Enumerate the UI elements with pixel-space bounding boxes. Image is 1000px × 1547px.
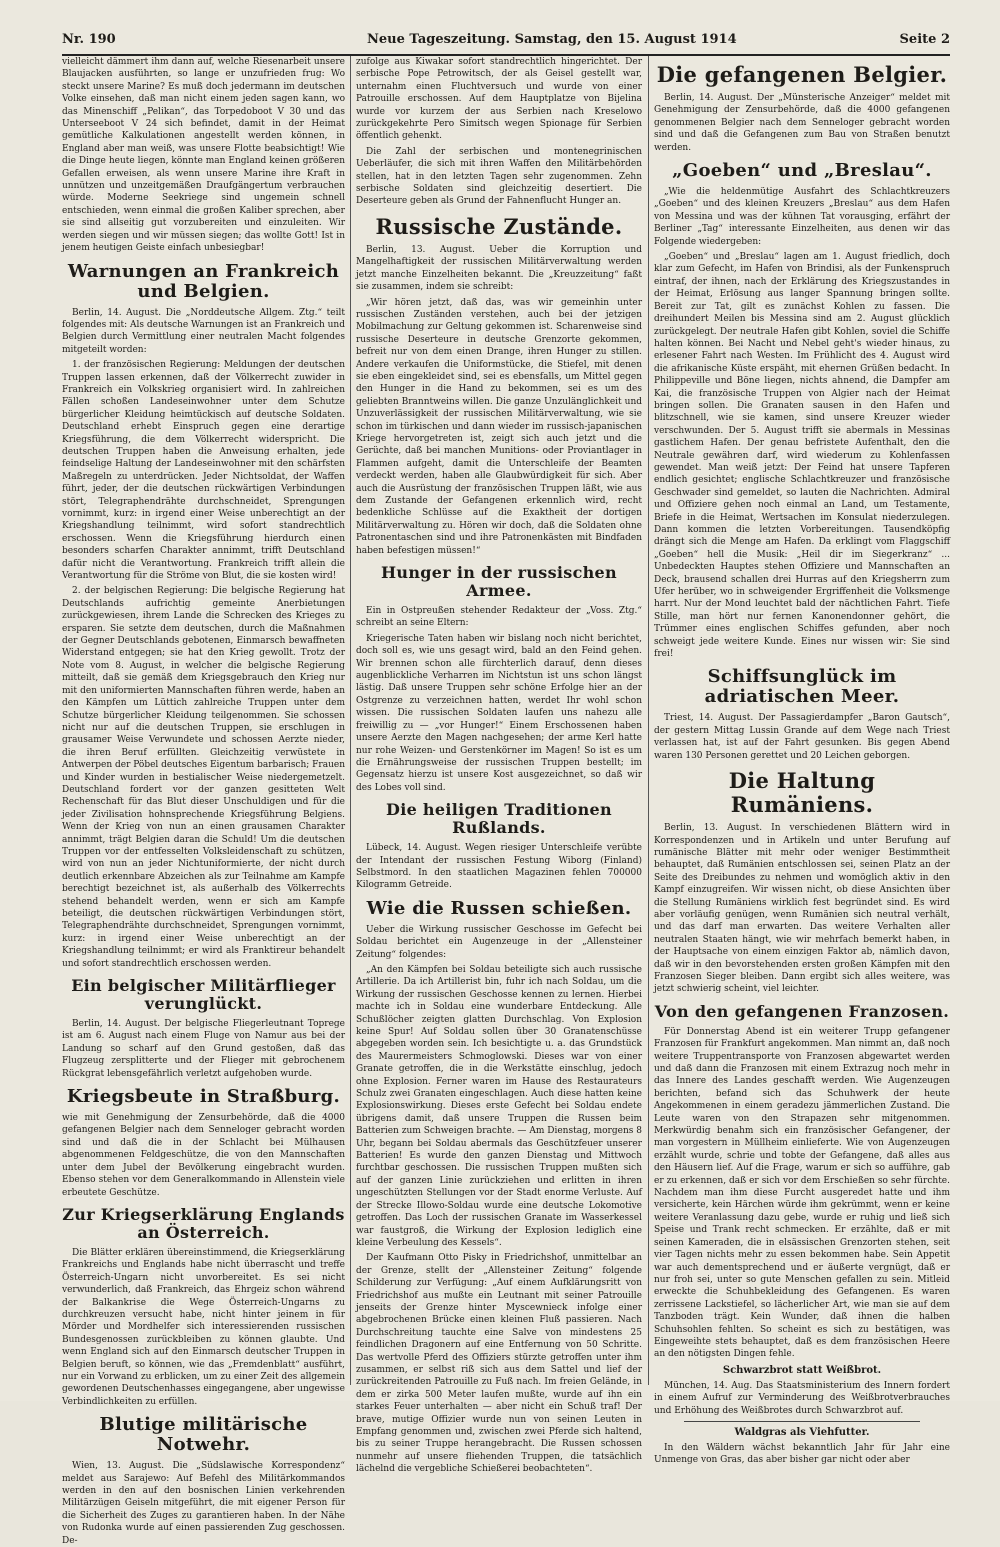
headline-schiessen: Wie die Russen schießen. xyxy=(366,897,632,919)
article-paragraph: Der Kaufmann Otto Pisky in Friedrichshof, unmittelbar an der Grenze, stellt der „Allensteiner Zeitung“ folgende Schilderung zur Verfügung: „Auf einem Aufklärungsritt von Friedrichshof aus mußte ein Leutnant mit seiner Patrouille jenseits der Grenze hinter Myscewnieck infolge einer abgebrochenen Brücke einen kleinen Fluß passieren. Nach Durchschreitung tauchte eine Salve von mindestens 25 feindlichen Dragonern auf eine Entfernung von 50 Schritte. Das wertvolle Pferd des Offiziers stürzte getroffen unter ihm zusammen, er selbst riß sich aus dem Sattel und lief der zurückreitenden Patrouille zu Fuß nach. Im freien Gelände, in dem er zirka 500 Meter laufen mußte, wurde auf ihn ein starkes Feuer unterhalten — aber nicht ein Schuß traf! Der brave, mutige Offizier wurde nun von seinen Leuten in Empfang genommen und, zwischen zwei Pferde sich haltend, bis zu seiner Truppe herangebracht. Die Russen schossen nunmehr auf unsere fliehenden Truppen, die tatsächlich lächelnd die vergebliche Schießerei beobachteten“. xyxy=(356,1253,642,1475)
article-paragraph: Berlin, 14. August. Die „Norddeutsche Allgem. Ztg.“ teilt folgendes mit: Als deutsche Warnungen ist an Frankreich und Belgien durch Vermittlung einer neutralen Macht folgendes mitgeteilt worden: xyxy=(62,307,345,355)
headline-traditionen: Die heiligen Traditionen Rußlands. xyxy=(386,800,612,838)
article-paragraph: Berlin, 13. August. In verschiedenen Blättern wird in Korrespondenzen und in Artikeln und unter Berufung auf rumänische Blätter mit mehr oder weniger Bestimmtheit behauptet, daß Rumänien entschlossen sei, seinen Platz an der Seite des Dreibundes zu nehmen und womöglich aktiv in den Kampf einzugreifen. Wir wissen nicht, ob diese Ansichten über die Stellung Rumäniens wirklich fest begründet sind. Es wird aber vorläufig genügen, wenn Rumänien sich neutral verhält, und das darf man erwarten. Das weitere Verhalten aller neutralen Staaten hängt, wie wir mehrfach bemerkt haben, in der Hauptsache von einem einzigen Faktor ab, nämlich davon, daß wir in den bevorstehenden ersten großen Kämpfen mit den Franzosen Sieger bleiben. Dann ergibt sich alles weitere, was jetzt schwierig scheint, viel leichter. xyxy=(654,823,950,995)
article-paragraph: „Wie die heldenmütige Ausfahrt des Schlachtkreuzers „Goeben“ und des kleinen Kreuzers „Breslau“ aus dem Hafen von Messina und was der kühnen Tat vorausging, erfährt der Berliner „Tag“ interessante Einzelheiten, aus denen wir das Folgende wiedergeben: xyxy=(654,187,950,247)
article-paragraph: Kriegerische Taten haben wir bislang noch nicht berichtet, doch soll es, wie uns gesagt wird, bald an den Feind gehen. Wir brennen schon alle fürchterlich darauf, denn dieses augenblickliche Verharren im Nichtstun ist uns schon längst lästig. Daß unsere Truppen sehr schöne Erfolge hier an der Ostgrenze zu verzeichnen hatten, werdet Ihr wohl schon wissen. Die russischen Soldaten laufen uns nahezu alle freiwillig zu — „vor Hunger!“ Einem Erschossenen haben unsere Aerzte den Magen nachgesehen; der arme Kerl hatte nur rohe Weizen- und Gerstenkörner im Magen! So ist es um die Ernährungsweise der russischen Truppen bestellt; im Gegensatz hierzu ist unsere Kost ausgezeichnet, so daß wir des Lobes voll sind. xyxy=(356,633,642,793)
headline-kriegsbeute: Kriegsbeute in Straßburg. xyxy=(66,1086,341,1108)
article-paragraph: Wien, 13. August. Die „Südslawische Korrespondenz“ meldet aus Sarajewo: Auf Befehl des Militärkommandos werden in den auf den bosnischen Linien verkehrenden Militärzügen Geiseln mitgeführt, die mit eigener Person für die Sicherheit des Zuges zu garantieren haben. In der Nähe von Rudonka wurde auf einen passierenden Zug geschossen. De- xyxy=(62,1461,345,1546)
headline-notwehr: Blutige militärische Notwehr. xyxy=(99,1414,308,1456)
article-paragraph: Berlin, 14. August. Der belgische Fliegerleutnant Toprege ist am 6. August nach einem Fluge von Namur aus bei der Landung so scharf auf den Grund gestoßen, daß das Flugzeug zersplitterte und der Flieger mit gebrochenem Rückgrat lebensgefährlich verletzt aufgehoben wurde. xyxy=(62,1019,345,1079)
headline-rumaenien: Die Haltung Rumäniens. xyxy=(728,768,876,818)
section-divider xyxy=(684,1421,920,1422)
article-paragraph: Die Blätter erklären übereinstimmend, die Kriegserklärung Frankreichs und Englands habe nicht überrascht und treffe Österreich-Ungarn nicht unvorbereitet. Es sei nicht verwunderlich, daß Frankreich, das Ehrgeiz schon während der Balkankrise die Wege Österreich-Ungarns zu durchkreuzen versucht habe, nicht hinter jeinem in für Mörder und Mordhelfer sich interessierenden russischen Bundesgenossen zurückbleiben zu können glaubte. Und wenn England sich auf den Einmarsch deutscher Truppen in Belgien beruft, so können, wie das „Fremdenblatt“ ausführt, nur ein Vorwand zu erblicken, um zu einer Zeit des allgemein gewordenen Deutschenhasses eingegangene, aber ungewisse Verbindlichkeiten zu erfüllen. xyxy=(62,1247,345,1407)
article-paragraph: München, 14. Aug. Das Staatsministerium des Innern fordert in einem Aufruf zur Verminderung des Weißbrotverbrauches und Erhöhung des Weißbrotes durch Schwarzbrot auf. xyxy=(654,1380,950,1416)
headline-hunger: Hunger in der russischen Armee. xyxy=(381,563,617,601)
article-continuation: zufolge aus Kiwakar sofort standrechtlich hingerichtet. Der serbische Pope Petrowitsch, der als Geisel gestellt war, unternahm einen Fluchtversuch und wurde von einer Patrouille erschossen. Auf dem Hauptplatze von Bijelina wurde vor kurzem der aus Serbien nach Kreselowo zurückgekehrte Pero Simitsch wegen Spionage für Serbien öffentlich gehenkt. xyxy=(356,57,642,142)
article-paragraph: Berlin, 14. August. Der „Münsterische Anzeiger“ meldet mit Genehmigung der Zensurbehörde, daß die 4000 gefangenen genommenen Belgier nach dem Senneloger gebracht worden sind und daß die Gefangenen zum Bau von Straßen benutzt werden. xyxy=(654,93,950,153)
issue-number: Nr. 190 xyxy=(62,32,116,47)
article-paragraph: wie mit Genehmigung der Zensurbehörde, daß die 4000 gefangenen Belgier nach dem Senneloger gebracht worden sind und daß die in der Schlacht bei Mülhausen abgenommenen Feldgeschütze, die von den Mannschaften unter dem Jubel der Bevölkerung eingebracht wurden. Ebenso stehen vor dem Generalkommando in Allenstein viele erbeutete Geschütze. xyxy=(62,1113,345,1198)
page-number: Seite 2 xyxy=(899,32,950,47)
article-paragraph: Ueber die Wirkung russischer Geschosse im Gefecht bei Soldau berichtet ein Augenzeuge in der „Allensteiner Zeitung“ folgendes: xyxy=(356,924,642,960)
headline-kriegserklaerung: Zur Kriegserklärung Englands an Österreich. xyxy=(62,1204,345,1242)
headline-schiffsunglueck: Schiffsunglück im adriatischen Meer. xyxy=(704,666,900,708)
article-paragraph: Lübeck, 14. August. Wegen riesiger Unterschleife verübte der Intendant der russischen Festung Wiborg (Finland) Selbstmord. In den staatlichen Magazinen fehlen 700000 Kilogramm Getreide. xyxy=(356,843,642,891)
subheadline-schwarzbrot: Schwarzbrot statt Weißbrot. xyxy=(722,1364,882,1376)
article-paragraph: Ein in Ostpreußen stehender Redakteur der „Voss. Ztg.“ schreibt an seine Eltern: xyxy=(356,606,642,629)
column-divider xyxy=(350,56,351,1385)
article-paragraph: Die Zahl der serbischen und montenegrinischen Ueberläufer, die sich mit ihren Waffen den Militärbehörden stellen, hat in den letzten Tagen sehr zugenommen. Zehn serbische Soldaten sind gleichzeitig desertiert. Die Deserteure geben als Grund der Fahnenflucht Hunger an. xyxy=(356,146,642,207)
headline-franzosen: Von den gefangenen Franzosen. xyxy=(654,1001,950,1021)
headline-goeben: „Goeben“ und „Breslau“. xyxy=(672,160,932,182)
headline-flieger: Ein belgischer Militärflieger verunglückt. xyxy=(71,976,336,1014)
article-paragraph: Für Donnerstag Abend ist ein weiterer Trupp gefangener Franzosen für Frankfurt angekommen. Man nimmt an, daß noch weitere Truppentransporte von Franzosen abgewartet werden und daß dann die Franzosen mit einem Extrazug noch mehr in das Innere des Landes geschafft werden. Wie Augenzeugen berichten, befand sich das Schuhwerk der heute Angekommenen in einem geradezu jämmerlichen Zustand. Die Leute waren von den Strapazen sehr mitgenommen. Merkwürdig benahm sich ein französischer Gefangener, der man vorgestern in Müllheim einlieferte. Wie von Augenzeugen erzählt wurde, schrie und tobte der Gefangene, daß alles aus den Häusern lief. Auf die Frage, warum er sich so aufführe, gab er zu erkennen, daß er sich vor dem Erschießen so sehr fürchte. Nachdem man ihm diese Furcht ausgeredet hatte und ihm versicherte, kein Härchen würde ihm gekrümmt, wenn er keine weitere Veranlassung dazu gebe, wurde er ruhig und ließ sich Speise und Trank recht schmecken. Er erzählte, daß er mit seinen Kameraden, die in elsässischen Grenzorten stehen, seit vier Tagen nichts mehr zu essen bekommen habe. Sein Appetit war auch dementsprechend und er äußerte vergnügt, daß er nur froh sei, unter so gute Menschen gefallen zu sein. Mitleid erweckte die Schuhbekleidung des Gefangenen. Es waren zerrissene Lackstiefel, so lächerlicher Art, wie man sie auf dem Tanzboden trägt. Kein Wunder, daß ihnen die halben Schuhsohlen fehlten. So scheint es sich zu bestätigen, was Eingeweihte stets behauptet, daß es dem französischen Heere an den nötigsten Dingen fehle. xyxy=(654,1026,950,1360)
article-paragraph: 2. der belgischen Regierung: Die belgische Regierung hat Deutschlands aufrichtig gemeinte Anerbietungen zurückgewiesen, ihrem Lande die Schrecken des Krieges zu ersparen. Sie setzte dem deutschen, durch die Maßnahmen der Gegner Deutschlands gebotenen, Einmarsch bewaffneten Widerstand entgegen; sie hat den Krieg gewollt. Trotz der Note vom 8. August, in welcher die belgische Regierung mitteilt, daß sie gemäß dem Kriegsgebrauch den Krieg nur mit den uniformierten Mannschaften führen werde, haben an den Kämpfen um Lüttich zahlreiche Truppen unter dem Schutze bürgerlicher Kleidung teilgenommen. Sie schossen nicht nur auf die deutschen Truppen, sie erschlugen in grausamer Weise Verwundete und schossen Aerzte nieder, die ihren Beruf erfüllten. Gleichzeitig verwüstete in Antwerpen der Pöbel deutsches Eigentum barbarisch; Frauen und Kinder wurden in bestialischer Weise niedergemetzelt. Deutschland fordert vor der ganzen gesitteten Welt Rechenschaft für das Blut dieser Unschuldigen und für die jeder Zivilisation hohnsprechende Kriegsführung Belgiens. Wenn der Krieg von nun an einen grausamen Charakter annimmt, trägt Belgien daran die Schuld! Um die deutschen Truppen vor der entfesselten Volksleidenschaft zu schützen, wird von nun an jeder Nichtuniformierte, der nicht durch deutlich erkennbare Abzeichen als zur Teilnahme am Kampfe berechtigt bezeichnet ist, als außerhalb des Völkerrechts stehend behandelt werden, wenn er sich am Kampfe beteiligt, die deutschen rückwärtigen Verbindungen stört, Telegraphendrähte durchschneidet, Sprengungen vornimmt, kurz: in irgend einer Weise unberechtigt an der Kriegshandlung teilnimmt; er wird als Franktireur behandelt und sofort standrechtlich erschossen werden. xyxy=(62,586,345,969)
column-right xyxy=(654,56,950,1466)
column-middle xyxy=(356,56,642,1475)
article-paragraph: Triest, 14. August. Der Passagierdampfer „Baron Gautsch“, der gestern Mittag Lussin Grande auf dem Wege nach Triest verlassen hat, ist auf der Fahrt gesunken. Bis gegen Abend waren 130 Personen gerettet und 20 Leichen geborgen. xyxy=(654,713,950,761)
article-continuation: vielleicht dämmert ihm dann auf, welche Riesenarbeit unsere Blaujacken ausführten, so lange er unzufrieden frug: Wo steckt unsere Marine? Es muß doch jedermann im deutschen Volke einsehen, daß man nicht einem jeden sagen kann, wo das Minenschiff „Pelikan“, das Torpedoboot V 30 und das Unterseeboot V 24 sich befindet, damit in der Heimat gemütliche Kalkulationen angestellt werden können, in England aber man weiß, was unsere Flotte beabsichtigt! Wie die Dinge heute liegen, könnte man England keinen größeren Gefallen erweisen, als wenn unsere Marine ihre Kraft in unnützen und unzeitgemäßen Draufgängertum verbrauchen würde. Moderne Seekriege sind ungemein schnell entschieden, wenn einmal die großen Kaliber sprechen, aber sie sind allseitig gut vorzubereiten und einzuleiten. Wir werden siegen und wir müssen siegen; das wollte Gott! Ist in jenem heutigen Geiste einfach unbesiegbar! xyxy=(62,57,345,254)
masthead-date: Neue Tageszeitung. Samstag, den 15. August 1914 xyxy=(367,32,737,47)
article-paragraph: „Goeben“ und „Breslau“ lagen am 1. August friedlich, doch klar zum Gefecht, im Hafen von Brindisi, als der Funkenspruch eintraf, der ihnen, nach der Erklärung des Kriegszustandes in der Heimat, Erlösung aus langer Spannung bringen sollte. Bereit zur Tat, gilt es zunächst Kohlen zu fassen. Die dreihundert Meilen bis Messina sind am 2. August glücklich zurückgelegt. Der neutrale Hafen gibt Kohlen, soviel die Schiffe halten können. Bei Nacht und Nebel geht's wieder hinaus, zu erlesener Fahrt nach Westen. Im Frühlicht des 4. August wird die afrikanische Küste erspäht, mit ehernen Grüßen bedacht. In Philippeville und Böne liegen, nichts ahnend, die Dampfer am Kai, die französische Truppen von Algier nach der Heimat bringen sollen. Die Granaten sausen in den Hafen und blitzschnell, wie sie kamen, sind unsere Kreuzer wieder verschwunden. Der 5. August trifft sie abermals in Messinas gastlichem Hafen. Der genau befristete Aufenthalt, den die Neutrale gewähren darf, wird wiederum zu Kohlenfassen gewendet. Man weiß jetzt: Der Feind hat unsere Tapferen endlich gesichtet; englische Schlachtkreuzer und französische Geschwader sind gemeldet, so lauten die Nachrichten. Admiral und Offiziere gehen noch einmal an Land, um Testamente, Briefe in die Heimat, Wertsachen im Konsulat niederzulegen. Dann kommen die letzten Vorbereitungen. Tausendköpfig drängt sich die Menge am Hafen. Da erklingt vom Flaggschiff „Goeben“ hell die Musik: „Heil dir im Siegerkranz“ ... Unbedeckten Hauptes stehen Offiziere und Mannschaften an Deck, brausend schallen drei Hurras auf den Kriegsherrn zum Ufer herüber, wo in schweigender Ergriffenheit die Volksmenge harrt. Nur der Mond leuchtet bald der nächtlichen Fahrt. Tiefe Stille, man hört nur fernen Kanonendonner gehört, die Trümmer eines englischen Schiffes gefunden, aber noch schweigt jede weitere Kunde. Eines nur wissen wir: Sie sind frei! xyxy=(654,252,950,660)
article-paragraph: „Wir hören jetzt, daß das, was wir gemeinhin unter russischen Zuständen verstehen, auch bei der jetzigen Mobilmachung zur Geltung gekommen ist. Scharenweise sind russische Deserteure in deutsche Grenzorte gekommen, befreit nur von dem einen Drange, ihren Hunger zu stillen. Andere verkaufen die Uniformstücke, die Stiefel, mit denen sie eben eingekleidet sind, sei es ebensfalls, um Mittel gegen den Hunger in die Hand zu bekommen, sei es um des geliebten Branntweins willen. Die ganze Unzulänglichkeit und Unzuverlässigkeit der russischen Militärverwaltung, wie sie schon im türkischen und dann wieder im russisch-japanischen Kriege hervorgetreten ist, zeigt sich auch jetzt und die Gerüchte, daß bei manchen Munitions- oder Proviantlager in Flammen aufgeht, damit die Unterschleife der Beamten verdeckt werden, haben alle Glaubwürdigkeit für sich. Aber auch die Ausrüstung der französischen Truppen läßt, wie aus dem Zustande der Gefangenen erkennlich wird, recht bedenkliche Schlüsse auf die Exaktheit der dortigen Militärverwaltung zu. Hören wir doch, daß die Soldaten ohne Patronentaschen sind und ihre Patronenkästen mit Bindfaden haben befestigen müssen!“ xyxy=(356,297,642,556)
column-divider xyxy=(648,56,649,1385)
article-paragraph: Berlin, 13. August. Ueber die Korruption und Mangelhaftigkeit der russischen Militärverwaltung werden jetzt manche Einzelheiten bekannt. Die „Kreuzzeitung“ faßt sie zusammen, indem sie schreibt: xyxy=(356,244,642,293)
headline-warnungen: Warnungen an Frankreich und Belgien. xyxy=(67,260,340,302)
headline-belgier: Die gefangenen Belgier. xyxy=(656,62,948,87)
page-header xyxy=(62,28,950,56)
article-paragraph: 1. der französischen Regierung: Meldungen der deutschen Truppen lassen erkennen, daß der Völkerrecht zuwider in Frankreich ein Volkskrieg organisiert wird. In zahlreichen Fällen schoßen Landeseinwohner unter dem Schutze bürgerlicher Kleidung heimtückisch auf deutsche Soldaten. Deutschland erhebt Einspruch gegen eine derartige Kriegsführung, die dem Völkerrecht widerspricht. Die deutschen Truppen haben die Anweisung erhalten, jede feindselige Haltung der Landeseinwohner mit den schärfsten Maßregeln zu unterdrücken. Jeder Nichtsoldat, der Waffen führt, jeder, der die deutschen rückwärtigen Verbindungen stört, Telegraphendrähte durchschneidet, Sprengungen vornimmt, kurz: in irgend einer Weise unberechtigt an der Kriegshandlung teilnimmt, wird sofort standrechtlich erschossen. Wenn die Kriegsführung hierdurch einen besonders scharfen Charakter annimmt, trifft Deutschland dafür nicht die Verantwortung. Frankreich trifft allein die Verantwortung für die Ströme von Blut, die sie kosten wird! xyxy=(62,360,345,582)
column-left xyxy=(62,56,345,1546)
article-paragraph: „An den Kämpfen bei Soldau beteiligte sich auch russische Artillerie. Da ich Artillerist bin, fuhr ich nach Soldau, um die Wirkung der russischen Geschosse kennen zu lernen. Hierbei machte ich in Soldau eine wunderbare Entdeckung. Alle Schußlöcher zeigten glatten Durchschlag. Von Explosion keine Spur! Auf Soldau sollen über 30 Granatenschüsse abgegeben worden sein. Ich besichtigte u. a. das Grundstück des Maurermeisters Schmoglowski. Dieses war von einer Granate getroffen, die in die Werkstätte einschlug, jedoch ohne Explosion. Ferner waren im Hause des Restaurateurs Schulz zwei Granaten eingeschlagen. Auch diese hatten keine Explosionswirkung. Dieses erste Gefecht bei Soldau endete übrigens damit, daß unsere Truppen die Russen beim Batterien zum Schweigen brachte. — Am Dienstag, morgens 8 Uhr, begann bei Soldau abermals das Geschützfeuer unserer Batterien! Es wurde den ganzen Dienstag und Mittwoch furchtbar geschossen. Die russischen Truppen mußten sich auf der ganzen Linie zurückziehen und erlitten in ihren ungeschützten Stellungen vor der Stadt enorme Verluste. Auf der Strecke Illowo-Soldau wurde eine deutsche Lokomotive getroffen. Das Loch der russischen Granate im Wasserkessel war faustgroß, die Wirkung der Explosion lediglich eine kleine Verbeulung des Kessels“. xyxy=(356,964,642,1248)
subheadline-waldgras: Waldgras als Viehfutter. xyxy=(734,1426,870,1438)
article-paragraph: In den Wäldern wächst bekanntlich Jahr für Jahr eine Unmenge von Gras, das aber bisher gar nicht oder aber xyxy=(654,1442,950,1466)
headline-zustaende: Russische Zustände. xyxy=(375,213,623,239)
